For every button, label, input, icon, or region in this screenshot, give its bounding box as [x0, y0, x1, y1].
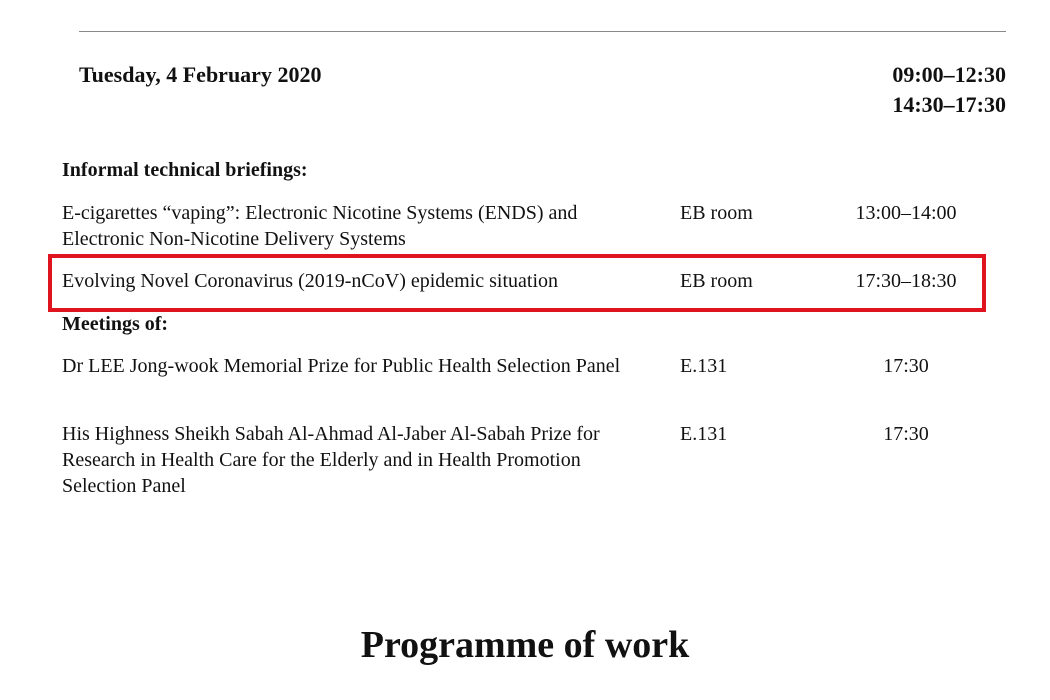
event-time: 17:30–18:30: [855, 270, 957, 292]
event-title: His Highness Sheikh Sabah Al-Ahmad Al-Jaber Al-Sabah Prize for Research in Health Care for the Elderly and in Health Promotion Selection Panel: [62, 423, 600, 497]
event-time: 17:30: [883, 355, 929, 377]
programme-title: Programme of work: [360, 624, 690, 666]
event-room: EB room: [680, 270, 753, 292]
event-title: Evolving Novel Coronavirus (2019-nCoV) epidemic situation: [62, 270, 559, 292]
event-time: 13:00–14:00: [855, 202, 957, 224]
event-room: E.131: [680, 423, 728, 445]
top-divider: [79, 31, 1006, 32]
event-room: E.131: [680, 355, 728, 377]
session-date: Tuesday, 4 February 2020: [79, 62, 322, 87]
meetings-heading: Meetings of:: [62, 313, 169, 335]
event-room: EB room: [680, 202, 753, 224]
event-time: 17:30: [883, 423, 929, 445]
session-times: [892, 60, 1006, 120]
briefings-heading: Informal technical briefings:: [62, 159, 308, 181]
event-title: Dr LEE Jong-wook Memorial Prize for Public Health Selection Panel: [62, 355, 621, 377]
event-title: E-cigarettes “vaping”: Electronic Nicotine Systems (ENDS) and Electronic Non-Nicotine Delivery Systems: [62, 202, 578, 250]
morning-session-time: 09:00–12:30: [892, 62, 1006, 87]
afternoon-session-time: 14:30–17:30: [892, 92, 1006, 117]
